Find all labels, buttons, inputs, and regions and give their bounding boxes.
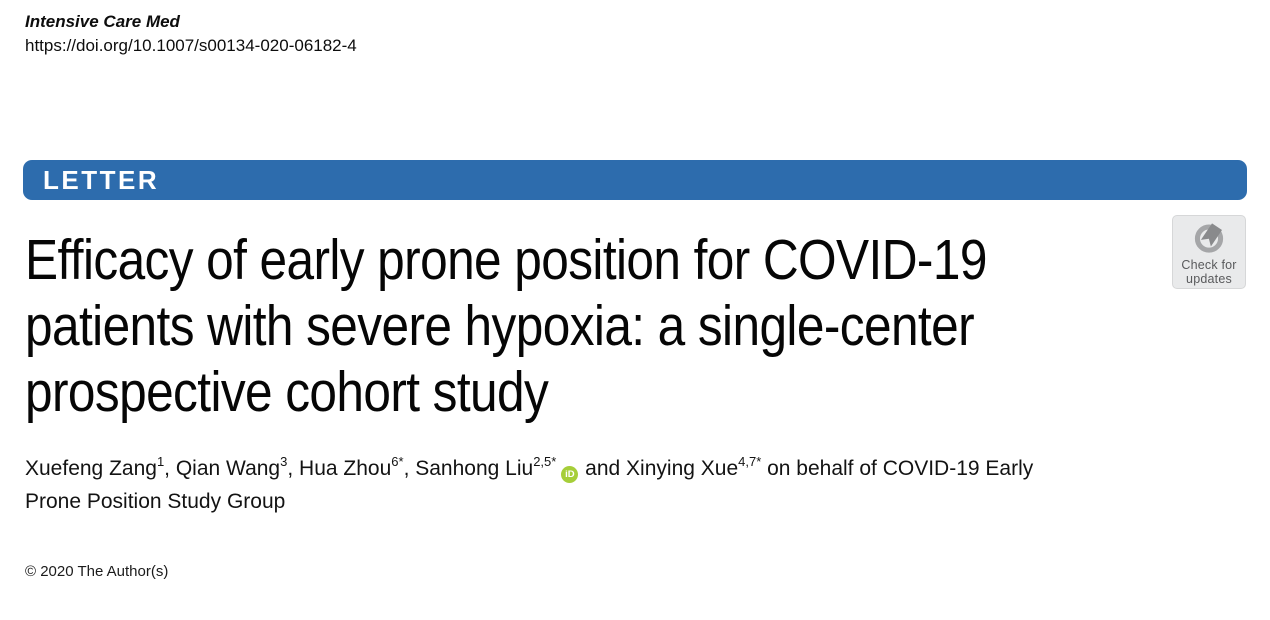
authors-suffix-line-1: on behalf of COVID-19 Early [767, 457, 1034, 480]
author-name: Qian Wang [175, 457, 281, 480]
article-title [25, 227, 1156, 425]
author-superscript: 3 [280, 454, 288, 469]
doi-link[interactable]: https://doi.org/10.1007/s00134-020-06182-4 [25, 36, 357, 55]
author-entry [626, 454, 767, 480]
author-separator: , [164, 457, 176, 480]
copyright-text: © 2020 The Author(s) [25, 563, 169, 580]
author-name: Xinying Xue [626, 457, 739, 480]
check-for-updates-badge[interactable] [1172, 215, 1246, 289]
author-name: Xuefeng Zang [25, 457, 157, 480]
author-entry [299, 454, 416, 480]
title-line-1: Efficacy of early prone position for COVID-19 [25, 228, 987, 292]
author-entry [25, 454, 176, 480]
title-line-2: patients with severe hypoxia: a single-center [25, 294, 975, 358]
crossmark-icon [1190, 221, 1228, 258]
author-entry [415, 454, 627, 480]
author-superscript: 6* [391, 454, 404, 469]
article-type-banner [23, 160, 1247, 200]
title-line-3: prospective cohort study [25, 360, 549, 424]
masthead [25, 10, 357, 58]
orcid-icon[interactable]: iD [561, 466, 578, 483]
badge-label-line-1: Check for [1181, 258, 1237, 272]
badge-label-line-2: updates [1186, 272, 1232, 286]
author-name: Sanhong Liu [415, 457, 534, 480]
author-superscript: 1 [156, 454, 165, 469]
author-superscript: 2,5* [533, 454, 557, 469]
author-separator: , [403, 457, 416, 480]
author-separator: and [579, 457, 627, 480]
badge-label [1181, 258, 1236, 286]
author-name: Hua Zhou [299, 457, 392, 480]
journal-name: Intensive Care Med [25, 12, 180, 31]
author-superscript: 4,7* [738, 454, 762, 469]
article-type-label: LETTER [43, 164, 160, 195]
author-separator: , [287, 457, 300, 480]
author-entry [175, 454, 300, 480]
authors-suffix-line-2: Prone Position Study Group [25, 490, 286, 513]
authors-line [25, 452, 1245, 518]
